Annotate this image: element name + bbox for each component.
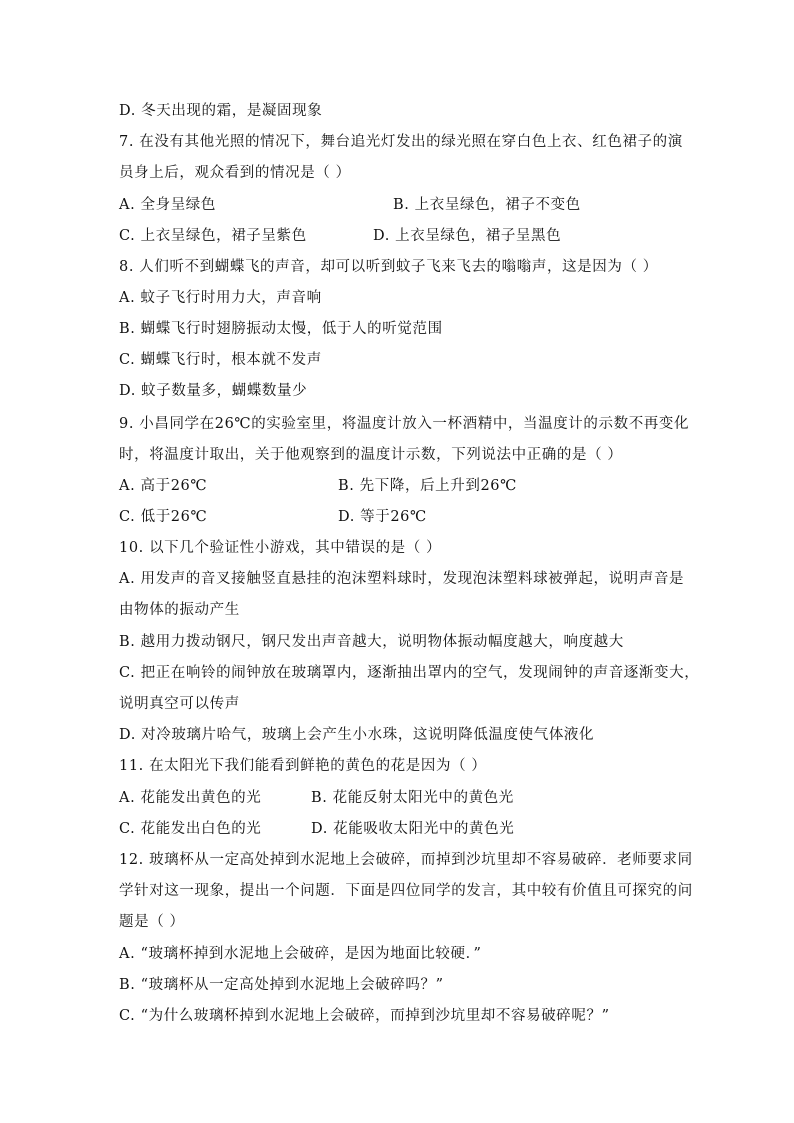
q9-stem-line2: 时，将温度计取出，关于他观察到的温度计示数，下列说法中正确的是（ ）: [119, 447, 623, 463]
q9-option-a: A. 高于26℃: [119, 478, 208, 494]
q11-option-c: C. 花能发出白色的光: [119, 821, 262, 837]
q10-option-b: B. 越用力拨动钢尺，钢尺发出声音越大，说明物体振动幅度越大，响度越大: [119, 634, 624, 650]
q8-stem-line1: 8. 人们听不到蝴蝶飞的声音，却可以听到蚊子飞来飞去的嗡嗡声，这是因为（ ）: [119, 259, 658, 275]
q10-option-c-line2: 说明真空可以传声: [119, 696, 240, 712]
q12-option-c: C. “为什么玻璃杯掉到水泥地上会破碎，而掉到沙坑里却不容易破碎呢？”: [119, 1008, 610, 1024]
q11-stem-line1: 11. 在太阳光下我们能看到鲜艳的黄色的花是因为（ ）: [119, 758, 487, 774]
q7-stem-line2: 员身上后，观众看到的情况是（ ）: [119, 165, 351, 181]
q8-option-b: B. 蝴蝶飞行时翅膀振动太慢，低于人的听觉范围: [119, 321, 443, 337]
q9-stem-line1: 9. 小昌同学在26℃的实验室里，将温度计放入一杯酒精中，当温度计的示数不再变化: [119, 416, 690, 432]
q10-option-a-line2: 由物体的振动产生: [119, 602, 240, 618]
q12-option-a: A. “玻璃杯掉到水泥地上会破碎，是因为地面比较硬．”: [119, 946, 482, 962]
q12-option-b: B. “玻璃杯从一定高处掉到水泥地上会破碎吗？”: [119, 977, 444, 993]
q9-option-b: B. 先下降，后上升到26℃: [338, 478, 517, 494]
q8-option-c: C. 蝴蝶飞行时，根本就不发声: [119, 352, 322, 368]
q7-stem-line1: 7. 在没有其他光照的情况下，舞台追光灯发出的绿光照在穿白色上衣、红色裙子的演: [119, 134, 683, 150]
q12-stem-line3: 题是（ ）: [119, 914, 185, 930]
q9-option-c: C. 低于26℃: [119, 509, 208, 525]
q8-option-a: A. 蚊子飞行时用力大，声音响: [119, 290, 322, 306]
q7-option-d: D. 上衣呈绿色，裙子呈黑色: [373, 228, 562, 244]
q12-stem-line2: 学针对这一现象，提出一个问题．下面是四位同学的发言，其中较有价值且可探究的问: [119, 883, 693, 899]
q7-option-b: B. 上衣呈绿色，裙子不变色: [393, 197, 581, 213]
q11-option-b: B. 花能反射太阳光中的黄色光: [311, 790, 514, 806]
q11-option-a: A. 花能发出黄色的光: [119, 790, 262, 806]
q8-option-d: D. 蚊子数量多，蝴蝶数量少: [119, 383, 308, 399]
q6-option-d: D. 冬天出现的霜，是凝固现象: [119, 103, 323, 119]
q10-option-c-line1: C. 把正在响铃的闹钟放在玻璃罩内，逐渐抽出罩内的空气，发现闹钟的声音逐渐变大，: [119, 665, 700, 681]
q10-option-a-line1: A. 用发声的音叉接触竖直悬挂的泡沫塑料球时，发现泡沫塑料球被弹起，说明声音是: [119, 571, 685, 587]
q11-option-d: D. 花能吸收太阳光中的黄色光: [311, 821, 515, 837]
q7-option-c: C. 上衣呈绿色，裙子呈紫色: [119, 228, 307, 244]
q12-stem-line1: 12. 玻璃杯从一定高处掉到水泥地上会破碎，而掉到沙坑里却不容易破碎．老师要求同: [119, 852, 693, 868]
q7-option-a: A. 全身呈绿色: [119, 197, 216, 213]
q10-option-d: D. 对冷玻璃片哈气，玻璃上会产生小水珠，这说明降低温度使气体液化: [119, 727, 595, 743]
q10-stem-line1: 10. 以下几个验证性小游戏，其中错误的是（ ）: [119, 540, 442, 556]
q9-option-d: D. 等于26℃: [338, 509, 427, 525]
